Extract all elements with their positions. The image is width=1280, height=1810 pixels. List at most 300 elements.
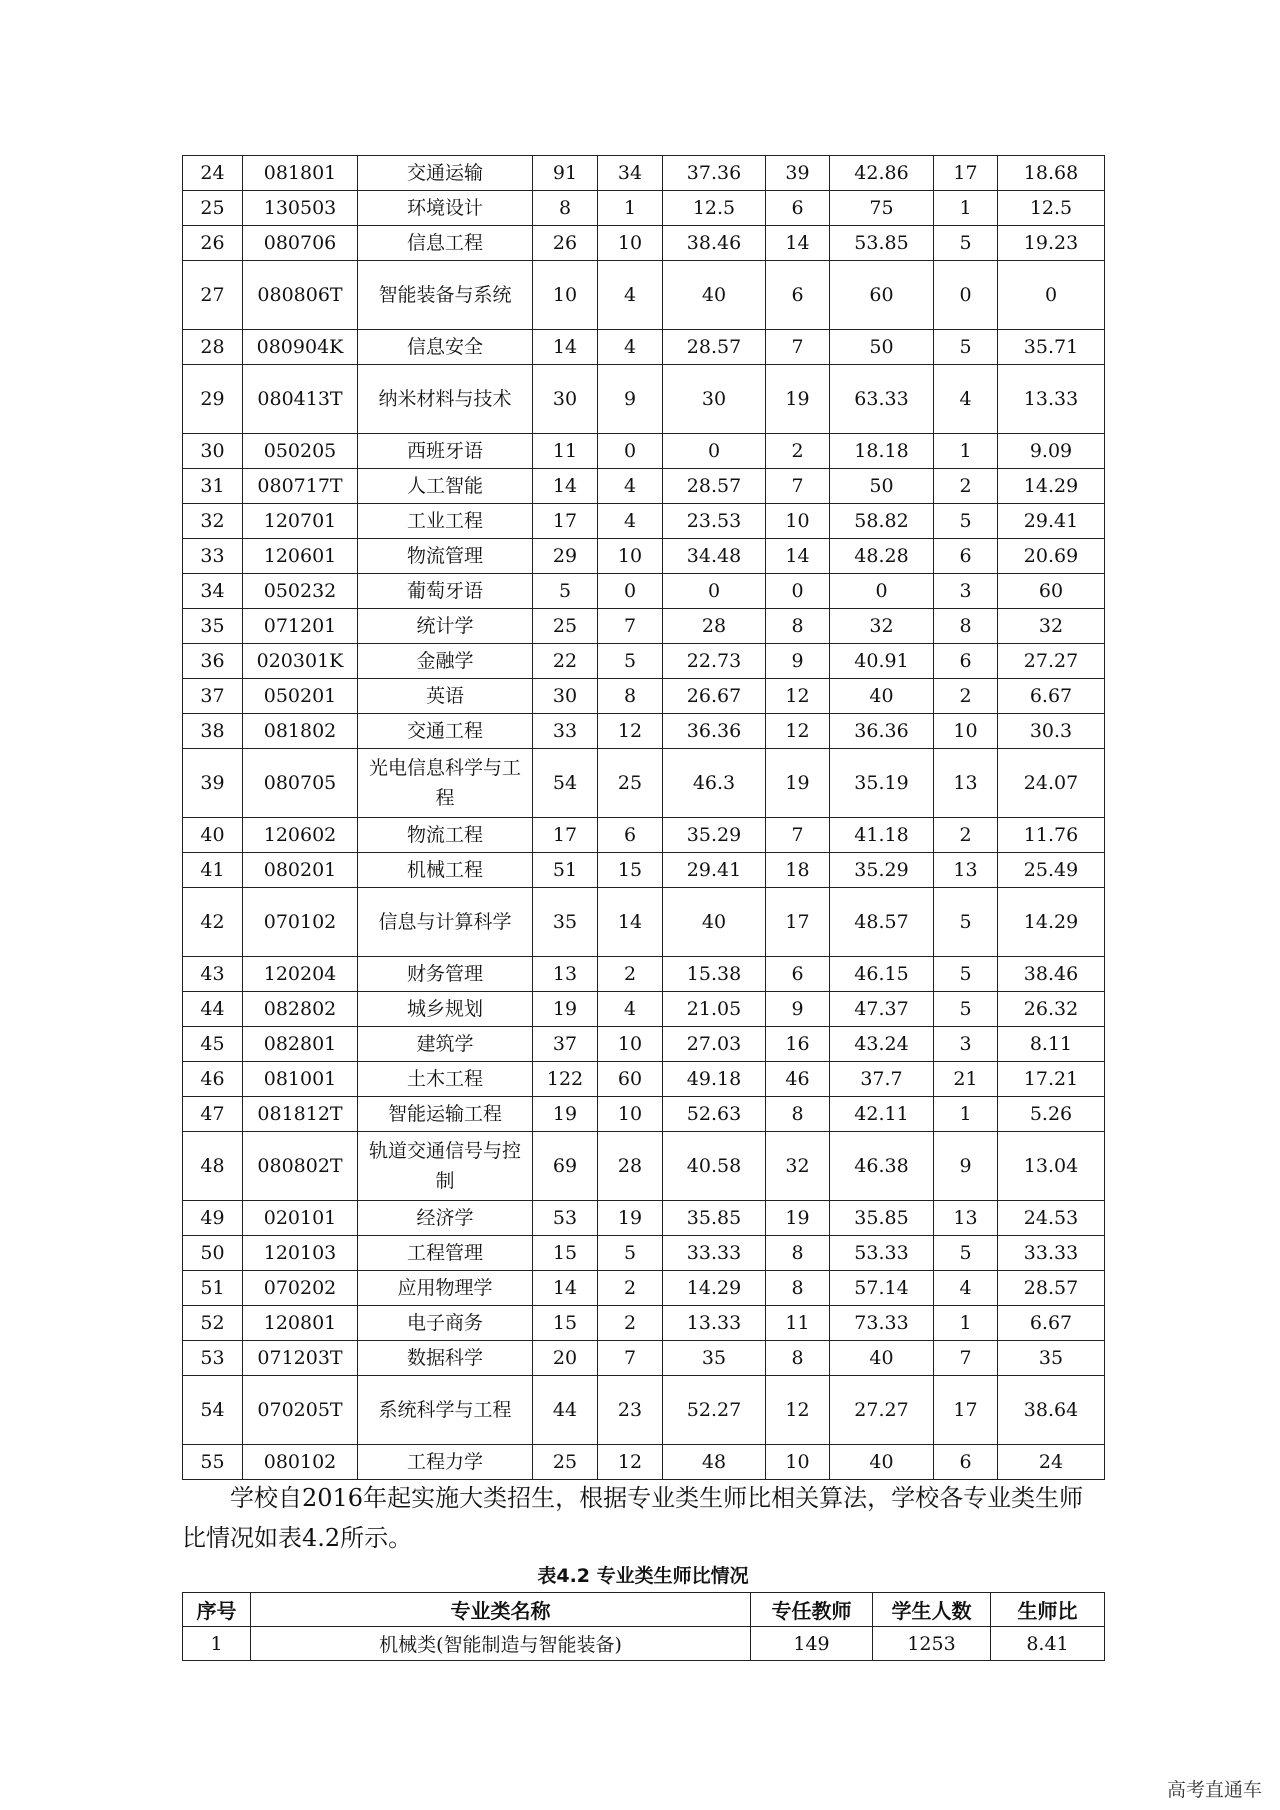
cell-code: 080806T [243,261,358,330]
cell-code: 082801 [243,1027,358,1062]
cell-code: 120204 [243,957,358,992]
cell-c5: 8 [598,679,663,714]
cell-c8: 50 [830,330,934,365]
cell-c6: 13.33 [663,1306,766,1341]
cell-no: 49 [183,1201,243,1236]
cell-c4: 8 [533,191,598,226]
cell-c5: 4 [598,504,663,539]
cell-c8: 53.33 [830,1236,934,1271]
cell-c9: 5 [934,330,998,365]
cell-name: 物流工程 [358,818,533,853]
cell-c10: 24.07 [998,749,1105,818]
table-row [183,434,1105,469]
cell-no: 55 [183,1445,243,1480]
cell-ratio: 8.41 [991,1627,1105,1661]
cell-c4: 33 [533,714,598,749]
cell-c9: 13 [934,853,998,888]
cell-no: 33 [183,539,243,574]
cell-name: 金融学 [358,644,533,679]
cell-no: 45 [183,1027,243,1062]
cell-code: 082802 [243,992,358,1027]
cell-c6: 36.36 [663,714,766,749]
cell-name: 城乡规划 [358,992,533,1027]
cell-c6: 28 [663,609,766,644]
cell-c4: 13 [533,957,598,992]
cell-c7: 14 [766,226,830,261]
cell-c9: 3 [934,1027,998,1062]
cell-c5: 25 [598,749,663,818]
cell-c4: 10 [533,261,598,330]
cell-c8: 32 [830,609,934,644]
cell-c5: 34 [598,156,663,191]
cell-code: 080904K [243,330,358,365]
cell-c8: 43.24 [830,1027,934,1062]
table-row [183,469,1105,504]
cell-code: 071201 [243,609,358,644]
cell-c9: 0 [934,261,998,330]
cell-c5: 60 [598,1062,663,1097]
cell-c4: 35 [533,888,598,957]
cell-c4: 25 [533,609,598,644]
cell-c6: 28.57 [663,330,766,365]
cell-c9: 3 [934,574,998,609]
cell-c7: 11 [766,1306,830,1341]
cell-no: 34 [183,574,243,609]
cell-no: 26 [183,226,243,261]
cell-code: 020101 [243,1201,358,1236]
cell-c9: 5 [934,226,998,261]
cell-no: 31 [183,469,243,504]
cell-code: 050201 [243,679,358,714]
cell-c9: 10 [934,714,998,749]
cell-c7: 6 [766,957,830,992]
cell-c5: 7 [598,609,663,644]
cell-c8: 47.37 [830,992,934,1027]
cell-c9: 9 [934,1132,998,1201]
cell-c7: 7 [766,330,830,365]
cell-c4: 19 [533,1097,598,1132]
header-ratio: 生师比 [991,1593,1105,1627]
cell-code: 120602 [243,818,358,853]
cell-c7: 19 [766,749,830,818]
cell-c10: 14.29 [998,888,1105,957]
cell-c5: 10 [598,226,663,261]
table-header-row [183,1593,1105,1627]
cell-no: 38 [183,714,243,749]
cell-c4: 54 [533,749,598,818]
cell-name: 智能装备与系统 [358,261,533,330]
cell-teachers: 149 [751,1627,873,1661]
cell-c5: 14 [598,888,663,957]
cell-c5: 4 [598,992,663,1027]
cell-c9: 5 [934,1236,998,1271]
cell-c9: 1 [934,434,998,469]
cell-code: 081802 [243,714,358,749]
cell-name: 应用物理学 [358,1271,533,1306]
table-row [183,1445,1105,1480]
header-name: 专业类名称 [251,1593,751,1627]
cell-c4: 15 [533,1306,598,1341]
cell-c10: 18.68 [998,156,1105,191]
cell-c8: 75 [830,191,934,226]
cell-c9: 8 [934,609,998,644]
cell-name: 智能运输工程 [358,1097,533,1132]
table-caption: 表4.2 专业类生师比情况 [537,1565,749,1587]
cell-c8: 36.36 [830,714,934,749]
cell-c4: 11 [533,434,598,469]
cell-c9: 7 [934,1341,998,1376]
cell-c5: 23 [598,1376,663,1445]
cell-c6: 12.5 [663,191,766,226]
cell-c10: 28.57 [998,1271,1105,1306]
cell-c5: 0 [598,574,663,609]
cell-no: 39 [183,749,243,818]
cell-c4: 122 [533,1062,598,1097]
cell-c9: 6 [934,644,998,679]
table-row [183,1027,1105,1062]
cell-c8: 48.28 [830,539,934,574]
cell-c8: 53.85 [830,226,934,261]
cell-c6: 26.67 [663,679,766,714]
cell-c10: 9.09 [998,434,1105,469]
cell-no: 48 [183,1132,243,1201]
cell-no: 54 [183,1376,243,1445]
cell-code: 080717T [243,469,358,504]
cell-c6: 23.53 [663,504,766,539]
table-row [183,261,1105,330]
cell-c4: 17 [533,818,598,853]
cell-code: 070202 [243,1271,358,1306]
cell-c4: 14 [533,1271,598,1306]
cell-name: 电子商务 [358,1306,533,1341]
cell-c8: 40.91 [830,644,934,679]
cell-students: 1253 [873,1627,991,1661]
cell-c8: 60 [830,261,934,330]
cell-name: 建筑学 [358,1027,533,1062]
cell-code: 071203T [243,1341,358,1376]
cell-c5: 5 [598,1236,663,1271]
cell-c5: 0 [598,434,663,469]
table-row [183,1306,1105,1341]
cell-name: 统计学 [358,609,533,644]
cell-no: 42 [183,888,243,957]
cell-name: 财务管理 [358,957,533,992]
cell-name: 系统科学与工程 [358,1376,533,1445]
cell-c10: 24 [998,1445,1105,1480]
cell-name: 环境设计 [358,191,533,226]
table-row [183,191,1105,226]
cell-c10: 30.3 [998,714,1105,749]
cell-no: 29 [183,365,243,434]
cell-no: 24 [183,156,243,191]
cell-c6: 28.57 [663,469,766,504]
cell-code: 080706 [243,226,358,261]
cell-c10: 35 [998,1341,1105,1376]
table-row [183,679,1105,714]
cell-c7: 46 [766,1062,830,1097]
table-row [183,992,1105,1027]
cell-c4: 14 [533,469,598,504]
cell-c7: 9 [766,992,830,1027]
cell-c7: 2 [766,434,830,469]
cell-c8: 40 [830,1445,934,1480]
cell-c10: 17.21 [998,1062,1105,1097]
cell-c7: 19 [766,365,830,434]
cell-c9: 1 [934,1097,998,1132]
cell-c7: 12 [766,679,830,714]
cell-code: 080705 [243,749,358,818]
cell-c10: 24.53 [998,1201,1105,1236]
cell-code: 081001 [243,1062,358,1097]
cell-c8: 0 [830,574,934,609]
cell-c8: 41.18 [830,818,934,853]
cell-c7: 14 [766,539,830,574]
cell-no: 35 [183,609,243,644]
cell-c4: 30 [533,679,598,714]
cell-c9: 4 [934,1271,998,1306]
cell-name: 信息与计算科学 [358,888,533,957]
cell-c10: 13.33 [998,365,1105,434]
cell-c8: 42.86 [830,156,934,191]
table-row [183,156,1105,191]
cell-c5: 15 [598,853,663,888]
cell-no: 36 [183,644,243,679]
cell-name: 轨道交通信号与控制 [358,1132,533,1201]
cell-c4: 30 [533,365,598,434]
table-row [183,714,1105,749]
cell-c8: 50 [830,469,934,504]
cell-c6: 48 [663,1445,766,1480]
cell-c4: 25 [533,1445,598,1480]
category-ratio-table [182,1592,1105,1661]
table-row [183,1201,1105,1236]
cell-c9: 1 [934,1306,998,1341]
cell-no: 27 [183,261,243,330]
cell-no: 37 [183,679,243,714]
table-row [183,818,1105,853]
cell-code: 081812T [243,1097,358,1132]
cell-c8: 73.33 [830,1306,934,1341]
cell-name: 工程管理 [358,1236,533,1271]
table-row [183,644,1105,679]
cell-c8: 18.18 [830,434,934,469]
cell-code: 080201 [243,853,358,888]
table-row [183,226,1105,261]
cell-c7: 6 [766,191,830,226]
cell-c6: 49.18 [663,1062,766,1097]
cell-no: 43 [183,957,243,992]
cell-c4: 22 [533,644,598,679]
table-row [183,1341,1105,1376]
cell-c4: 19 [533,992,598,1027]
cell-c10: 20.69 [998,539,1105,574]
table-row [183,1236,1105,1271]
cell-c10: 8.11 [998,1027,1105,1062]
cell-c6: 0 [663,574,766,609]
cell-c10: 19.23 [998,226,1105,261]
cell-c4: 91 [533,156,598,191]
cell-code: 080802T [243,1132,358,1201]
table-row [183,853,1105,888]
cell-code: 050205 [243,434,358,469]
cell-c10: 29.41 [998,504,1105,539]
table-row [183,1376,1105,1445]
cell-name: 数据科学 [358,1341,533,1376]
cell-c7: 6 [766,261,830,330]
cell-c8: 40 [830,1341,934,1376]
cell-c5: 19 [598,1201,663,1236]
cell-c7: 9 [766,644,830,679]
table-row [183,1062,1105,1097]
cell-c5: 2 [598,957,663,992]
cell-name: 人工智能 [358,469,533,504]
cell-c10: 35.71 [998,330,1105,365]
table-row [183,330,1105,365]
table-row [183,957,1105,992]
cell-c8: 58.82 [830,504,934,539]
cell-c7: 7 [766,469,830,504]
cell-c6: 35.85 [663,1201,766,1236]
cell-c8: 37.7 [830,1062,934,1097]
cell-c10: 12.5 [998,191,1105,226]
cell-c5: 10 [598,1097,663,1132]
cell-c7: 18 [766,853,830,888]
cell-name: 经济学 [358,1201,533,1236]
cell-c4: 69 [533,1132,598,1201]
cell-c7: 8 [766,1271,830,1306]
cell-c9: 5 [934,992,998,1027]
cell-c7: 7 [766,818,830,853]
cell-c9: 2 [934,679,998,714]
cell-c8: 35.19 [830,749,934,818]
cell-c9: 2 [934,818,998,853]
cell-c6: 52.27 [663,1376,766,1445]
header-students: 学生人数 [873,1593,991,1627]
cell-c7: 8 [766,1341,830,1376]
cell-c7: 10 [766,504,830,539]
cell-c8: 27.27 [830,1376,934,1445]
cell-c9: 1 [934,191,998,226]
cell-name: 工程力学 [358,1445,533,1480]
cell-c7: 16 [766,1027,830,1062]
cell-c5: 10 [598,539,663,574]
cell-c6: 29.41 [663,853,766,888]
cell-c4: 29 [533,539,598,574]
cell-c9: 5 [934,504,998,539]
cell-c10: 13.04 [998,1132,1105,1201]
cell-c5: 1 [598,191,663,226]
cell-no: 25 [183,191,243,226]
cell-c5: 2 [598,1271,663,1306]
cell-c8: 57.14 [830,1271,934,1306]
cell-no: 44 [183,992,243,1027]
cell-c9: 2 [934,469,998,504]
cell-c4: 20 [533,1341,598,1376]
cell-c5: 28 [598,1132,663,1201]
table-row [183,504,1105,539]
cell-name: 信息安全 [358,330,533,365]
cell-c10: 0 [998,261,1105,330]
cell-c4: 26 [533,226,598,261]
cell-c5: 4 [598,330,663,365]
cell-c6: 38.46 [663,226,766,261]
cell-c7: 32 [766,1132,830,1201]
table-row [183,1627,1105,1661]
cell-c10: 27.27 [998,644,1105,679]
cell-no: 46 [183,1062,243,1097]
cell-code: 080102 [243,1445,358,1480]
cell-c9: 21 [934,1062,998,1097]
cell-c8: 46.38 [830,1132,934,1201]
cell-c4: 14 [533,330,598,365]
cell-c9: 17 [934,1376,998,1445]
cell-no: 41 [183,853,243,888]
cell-c10: 32 [998,609,1105,644]
cell-c8: 40 [830,679,934,714]
cell-no: 47 [183,1097,243,1132]
cell-c8: 46.15 [830,957,934,992]
cell-c10: 25.49 [998,853,1105,888]
cell-code: 120103 [243,1236,358,1271]
cell-c8: 42.11 [830,1097,934,1132]
cell-c8: 48.57 [830,888,934,957]
cell-c6: 40 [663,261,766,330]
major-statistics-body [183,156,1105,1480]
cell-no: 52 [183,1306,243,1341]
cell-c6: 0 [663,434,766,469]
cell-c6: 46.3 [663,749,766,818]
cell-c8: 35.85 [830,1201,934,1236]
cell-c5: 7 [598,1341,663,1376]
cell-c6: 22.73 [663,644,766,679]
cell-code: 070205T [243,1376,358,1445]
cell-name: 机械工程 [358,853,533,888]
cell-c7: 17 [766,888,830,957]
cell-c6: 15.38 [663,957,766,992]
cell-name: 信息工程 [358,226,533,261]
cell-c7: 0 [766,574,830,609]
cell-c5: 10 [598,1027,663,1062]
table-row [183,574,1105,609]
cell-no: 30 [183,434,243,469]
cell-name: 光电信息科学与工程 [358,749,533,818]
table-row [183,1097,1105,1132]
cell-name: 工业工程 [358,504,533,539]
cell-no: 53 [183,1341,243,1376]
cell-c4: 5 [533,574,598,609]
cell-c10: 14.29 [998,469,1105,504]
cell-c4: 17 [533,504,598,539]
table-row [183,365,1105,434]
cell-c9: 13 [934,749,998,818]
cell-c6: 37.36 [663,156,766,191]
cell-c10: 6.67 [998,1306,1105,1341]
cell-c6: 35.29 [663,818,766,853]
cell-c10: 5.26 [998,1097,1105,1132]
major-statistics-table [182,155,1105,1480]
cell-code: 080413T [243,365,358,434]
cell-c6: 14.29 [663,1271,766,1306]
cell-c4: 51 [533,853,598,888]
intro-paragraph: 学校自2016年起实施大类招生，根据专业类生师比相关算法，学校各专业类生师比情况如表4.2所示。 [182,1484,1084,1552]
table-row [183,888,1105,957]
cell-c10: 38.64 [998,1376,1105,1445]
cell-c5: 4 [598,261,663,330]
cell-c4: 53 [533,1201,598,1236]
cell-c6: 30 [663,365,766,434]
watermark-text: 高考直通车 [1166,1779,1262,1801]
cell-c6: 40.58 [663,1132,766,1201]
